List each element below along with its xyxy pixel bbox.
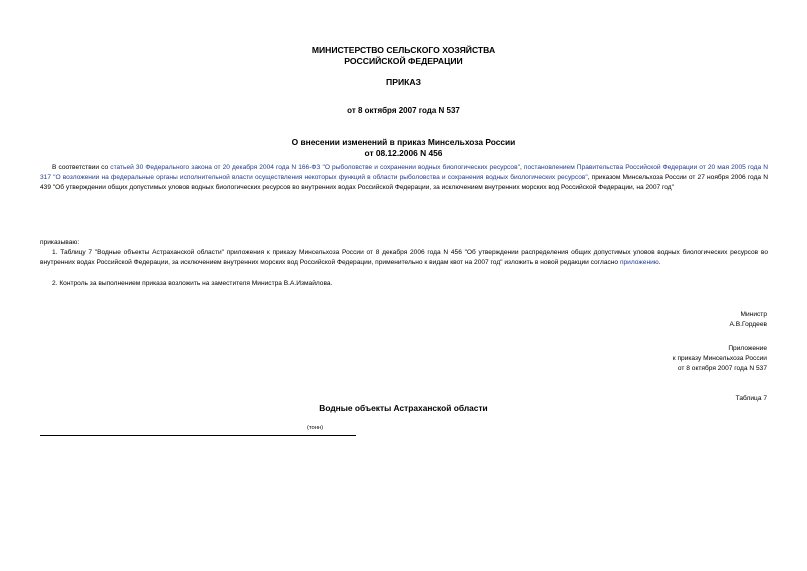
appendix-line-3: от 8 октября 2007 года N 537 [677, 365, 767, 373]
table-number-label: Таблица 7 [735, 395, 767, 402]
prikazyvayu-label: приказываю: [40, 239, 80, 246]
appendix-line-2: к приказу Минсельхоза России [672, 355, 767, 363]
decree-link[interactable]: постановлением Правительства Российской Федерации от 20 мая 2005 года N 317 "О возложении на федеральные органы исполнительной власти осуществления некоторых функций в области рыболовства и сохранения водных биологических ресурсов" [40, 164, 768, 182]
preamble-text-3: , приказом Минсельхоза России от 27 ноября 2006 года N 439 "Об утверждении общих допустимых уловов водных биологических ресурсов во внутренних водах Российской Федерации, за исключением внутренних морских вод Российской Федерации, на 2007 год" [40, 174, 768, 192]
item-1-text: 1. Таблицу 7 "Водные объекты Астраханской области" приложения к приказу Минсельхоза России от 8 декабря 2006 года N 456 "Об утверждении распределения общих допустимых уловов водных биологических ресурсов во внутренних водах Российской Федерации, за исключением внутренних морских вод Российской Федерации, применительно к видам квот на 2007 год" изложить в новой редакции согласно [40, 249, 768, 267]
order-heading: ПРИКАЗ [386, 77, 421, 87]
table-title: Водные объекты Астраханской области [319, 403, 488, 413]
law-link[interactable]: статьей 30 Федерального закона от 20 декабря 2004 года N 166-ФЗ "О рыболовстве и сохранении водных биологических ресурсов" [110, 164, 520, 171]
appendix-line-1: Приложение [728, 345, 767, 352]
appendix-block [673, 344, 767, 375]
signature-name: А.В.Гордеев [729, 321, 767, 329]
unit-label: (тонн) [306, 425, 324, 431]
preamble-paragraph [40, 163, 768, 194]
ministry-line-1: МИНИСТЕРСТВО СЕЛЬСКОГО ХОЗЯЙСТВА [311, 45, 496, 55]
ministry-heading [0, 45, 807, 68]
preamble-text-2: , [519, 164, 524, 171]
item-1-paragraph [40, 248, 768, 268]
signature-title: Министр [740, 311, 767, 318]
ministry-line-2: РОССИЙСКОЙ ФЕДЕРАЦИИ [344, 56, 463, 67]
item-2-paragraph: 2. Контроль за выполнением приказа возложить на заместителя Министра В.А.Измайлова. [52, 280, 333, 287]
order-subject [0, 137, 807, 159]
preamble-text-1: В соответствии со [52, 164, 111, 171]
order-date: от 8 октября 2007 года N 537 [347, 106, 460, 115]
subject-line-2: от 08.12.2006 N 456 [364, 147, 443, 158]
subject-line-1: О внесении изменений в приказ Минсельхоза России [291, 137, 516, 147]
appendix-link[interactable]: приложению [619, 259, 659, 267]
item-1-end: . [658, 259, 661, 267]
signature-block [730, 310, 767, 330]
